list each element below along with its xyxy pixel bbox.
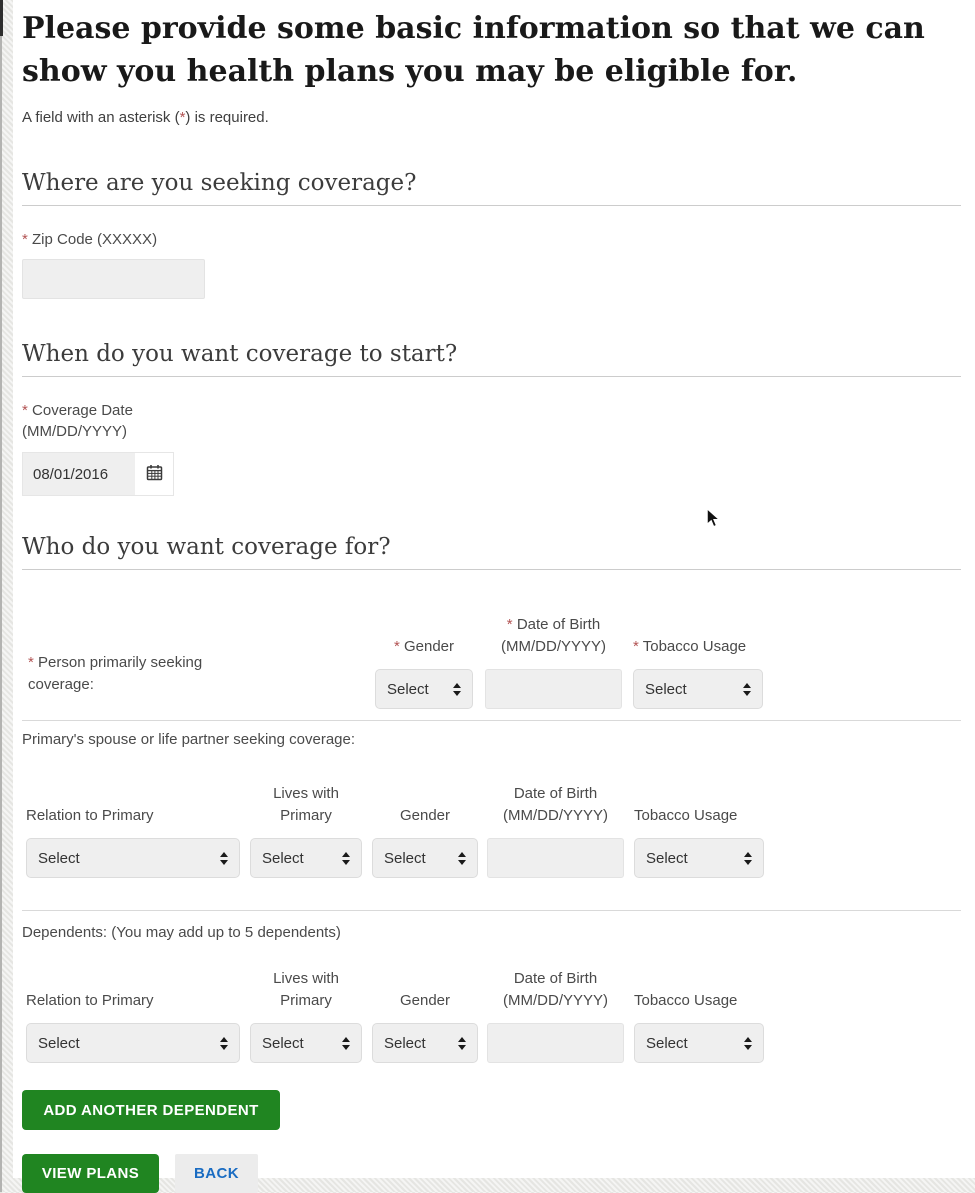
spouse-tobacco-select[interactable]: Select: [634, 838, 764, 878]
spouse-lives-label: Lives with Primary: [273, 785, 339, 825]
dependent-tobacco-col: [634, 990, 764, 1063]
dependent-lives-label: Lives with Primary: [273, 970, 339, 1010]
spouse-relation-col: [26, 805, 240, 878]
select-arrows-icon: [458, 1037, 466, 1050]
dependent-tobacco-label: Tobacco Usage: [634, 992, 738, 1010]
primary-dob-input[interactable]: [485, 669, 622, 709]
select-arrows-icon: [220, 852, 228, 865]
primary-tobacco-col: [633, 636, 763, 709]
dependent-gender-select[interactable]: Select: [372, 1023, 478, 1063]
select-arrows-icon: [744, 852, 752, 865]
spouse-dob-input[interactable]: [487, 838, 624, 878]
dependent-dob-col: [487, 968, 624, 1063]
required-asterisk: *: [22, 402, 28, 420]
spouse-relation-select[interactable]: Select: [26, 838, 240, 878]
select-arrows-icon: [342, 1037, 350, 1050]
when-heading: When do you want coverage to start?: [22, 341, 961, 377]
section-where: [22, 170, 961, 299]
zip-input[interactable]: [22, 259, 205, 299]
dependent-dob-input[interactable]: [487, 1023, 624, 1063]
primary-dob-col: [485, 614, 622, 709]
scrollbar-artifact: [0, 0, 3, 36]
dependent-relation-label: Relation to Primary: [26, 992, 154, 1010]
form-actions: [22, 1154, 961, 1193]
add-dependent-button[interactable]: ADD ANOTHER DEPENDENT: [22, 1090, 280, 1130]
dependent-dob-label: Date of Birth (MM/DD/YYYY): [503, 970, 608, 1010]
select-arrows-icon: [453, 683, 461, 696]
select-arrows-icon: [744, 1037, 752, 1050]
select-arrows-icon: [220, 1037, 228, 1050]
primary-tobacco-select[interactable]: Select: [633, 669, 763, 709]
primary-gender-select[interactable]: Select: [375, 669, 473, 709]
coverage-date-widget: [22, 452, 174, 496]
spouse-tobacco-label: Tobacco Usage: [634, 807, 738, 825]
dependents-group-label: Dependents: (You may add up to 5 dependents): [22, 924, 341, 942]
zip-label: * Zip Code (XXXXX): [22, 231, 158, 249]
spouse-gender-select[interactable]: Select: [372, 838, 478, 878]
required-asterisk: *: [179, 109, 186, 127]
divider: [22, 720, 961, 721]
select-arrows-icon: [458, 852, 466, 865]
section-when: [22, 341, 961, 496]
dependent-gender-label: Gender: [399, 992, 451, 1010]
form-page: [13, 0, 975, 1183]
primary-dob-label: * Date of Birth (MM/DD/YYYY): [501, 616, 606, 656]
divider: [22, 910, 961, 911]
primary-label: * Person primarily seeking coverage:: [28, 654, 203, 694]
primary-tobacco-label: * Tobacco Usage: [633, 638, 747, 656]
spouse-dob-label: Date of Birth (MM/DD/YYYY): [503, 785, 608, 825]
spouse-relation-label: Relation to Primary: [26, 807, 154, 825]
who-heading: Who do you want coverage for?: [22, 534, 961, 570]
screen-left-edge: [0, 0, 2, 1192]
back-button[interactable]: BACK: [175, 1154, 258, 1193]
primary-gender-label: * Gender: [393, 638, 455, 656]
spouse-group-label: Primary's spouse or life partner seeking coverage:: [22, 731, 356, 749]
coverage-date-input[interactable]: [23, 453, 135, 495]
dependent-gender-col: [372, 990, 478, 1063]
spouse-lives-select[interactable]: Select: [250, 838, 362, 878]
calendar-icon: [146, 464, 163, 484]
primary-gender-col: [375, 636, 473, 709]
required-asterisk: *: [22, 231, 28, 249]
spouse-lives-col: [250, 783, 362, 878]
dependent-lives-col: [250, 968, 362, 1063]
spouse-row: [22, 783, 961, 878]
dependent-lives-select[interactable]: Select: [250, 1023, 362, 1063]
dependent-row: [22, 968, 961, 1063]
coverage-date-label: * Coverage Date (MM/DD/YYYY): [22, 402, 133, 441]
where-heading: Where are you seeking coverage?: [22, 170, 961, 206]
dependent-relation-col: [26, 990, 240, 1063]
calendar-button[interactable]: [135, 453, 173, 495]
primary-row: [22, 614, 961, 709]
view-plans-button[interactable]: VIEW PLANS: [22, 1154, 159, 1193]
required-asterisk: *: [28, 654, 34, 672]
page-title: Please provide some basic information so that we can show you health plans you may be eligible for.: [22, 11, 925, 89]
spouse-gender-label: Gender: [399, 807, 451, 825]
spouse-gender-col: [372, 805, 478, 878]
select-arrows-icon: [743, 683, 751, 696]
dependent-relation-select[interactable]: Select: [26, 1023, 240, 1063]
dependent-tobacco-select[interactable]: Select: [634, 1023, 764, 1063]
spouse-dob-col: [487, 783, 624, 878]
required-note: A field with an asterisk (*) is required.: [22, 109, 269, 127]
spouse-tobacco-col: [634, 805, 764, 878]
section-who: [22, 534, 961, 1193]
select-arrows-icon: [342, 852, 350, 865]
